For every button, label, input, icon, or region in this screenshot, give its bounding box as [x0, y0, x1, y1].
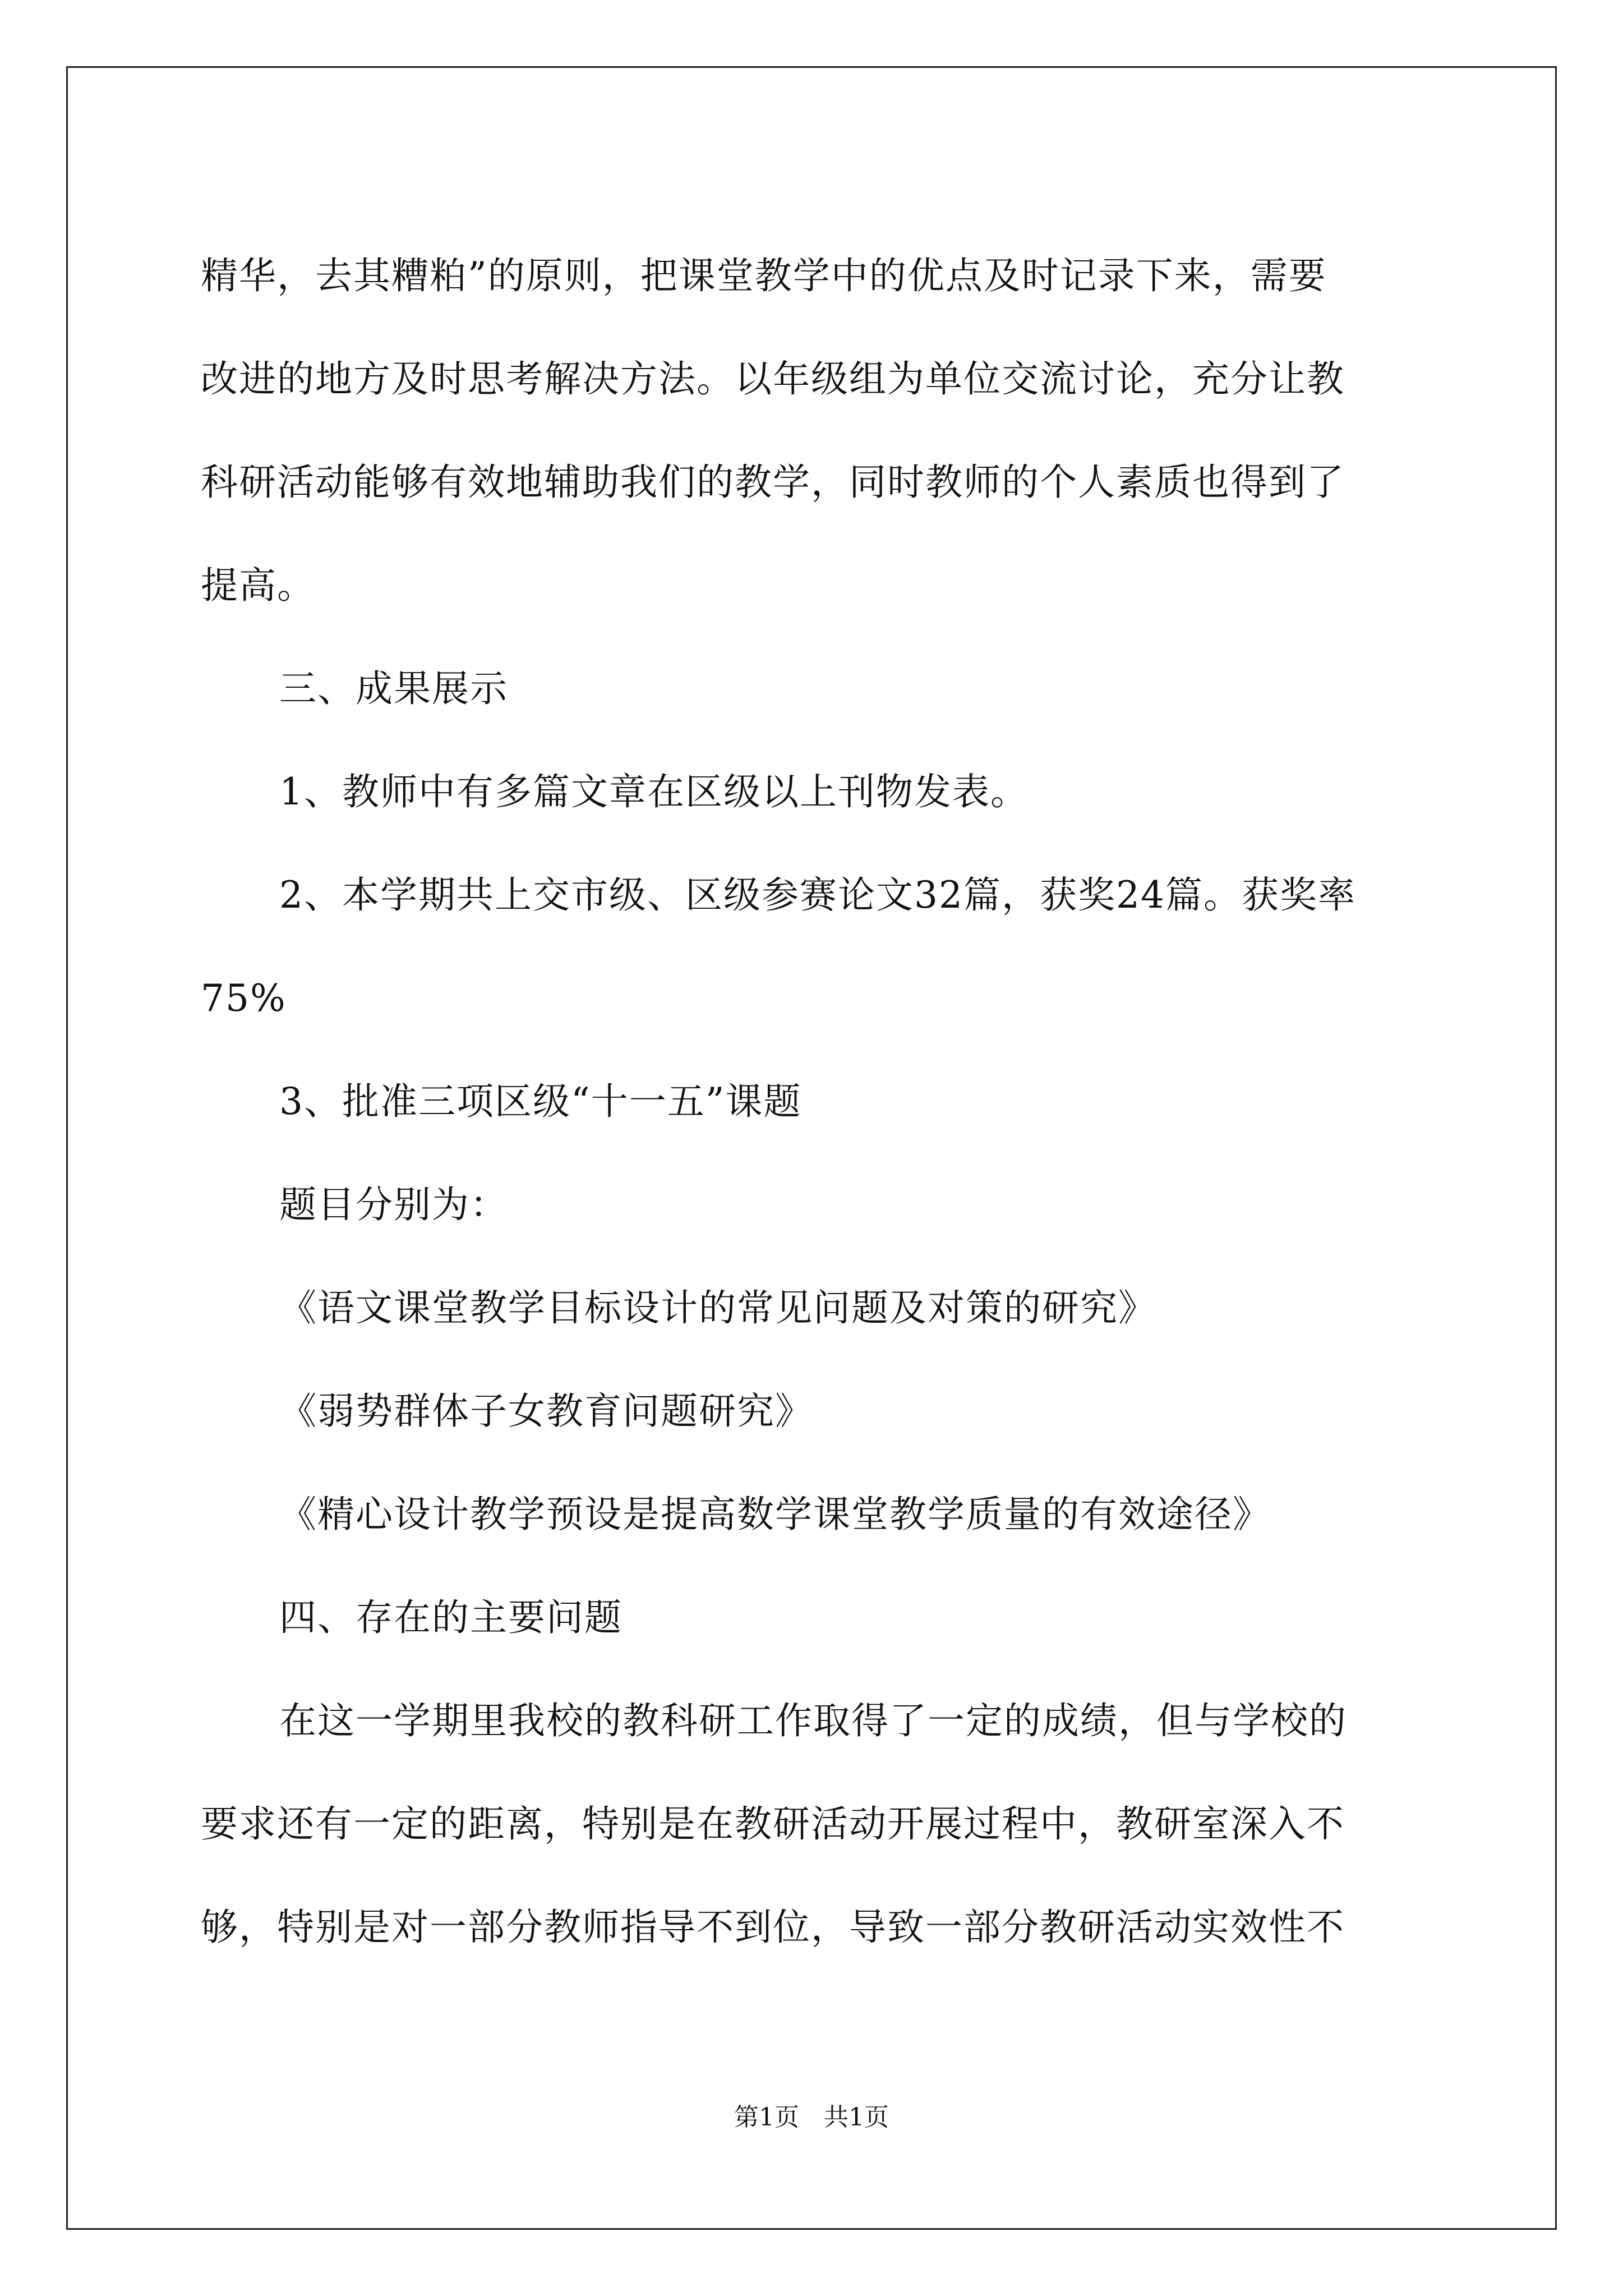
list-item: 1、教师中有多篇文章在区级以上刊物发表。 — [279, 770, 1029, 813]
paragraph-line: 在这一学期里我校的教科研工作取得了一定的成绩，但与学校的 — [279, 1699, 1347, 1742]
paragraph-line: 提高。 — [201, 564, 315, 607]
document-body — [201, 224, 1435, 1979]
paragraph-line: 够，特别是对一部分教师指导不到位，导致一部分教研活动实效性不 — [201, 1906, 1345, 1949]
paragraph-line: 科研活动能够有效地辅助我们的教学，同时教师的个人素质也得到了 — [201, 461, 1345, 504]
project-title: 《弱势群体子女教育问题研究》 — [279, 1389, 813, 1433]
paragraph-line: 改进的地方及时思考解决方法。以年级组为单位交流讨论，充分让教 — [201, 357, 1345, 401]
section-heading-problems: 四、存在的主要问题 — [279, 1596, 623, 1639]
page-number-footer: 第1页 共1页 — [734, 2103, 889, 2132]
project-title: 《语文课堂教学目标设计的常见问题及对策的研究》 — [279, 1286, 1156, 1329]
project-title: 《精心设计教学预设是提高数学课堂教学质量的有效途径》 — [279, 1493, 1271, 1536]
paragraph-line: 精华，去其糟粕”的原则，把课堂教学中的优点及时记录下来，需要 — [201, 254, 1327, 297]
paragraph-line: 75% — [201, 977, 287, 1020]
section-heading-results: 三、成果展示 — [279, 667, 508, 710]
paragraph-line: 题目分别为： — [279, 1183, 508, 1226]
list-item: 2、本学期共上交市级、区级参赛论文32篇，获奖24篇。获奖率 — [279, 873, 1356, 917]
paragraph-line: 要求还有一定的距离，特别是在教研活动开展过程中，教研室深入不 — [201, 1802, 1345, 1846]
list-item: 3、批准三项区级“十一五”课题 — [279, 1080, 802, 1123]
